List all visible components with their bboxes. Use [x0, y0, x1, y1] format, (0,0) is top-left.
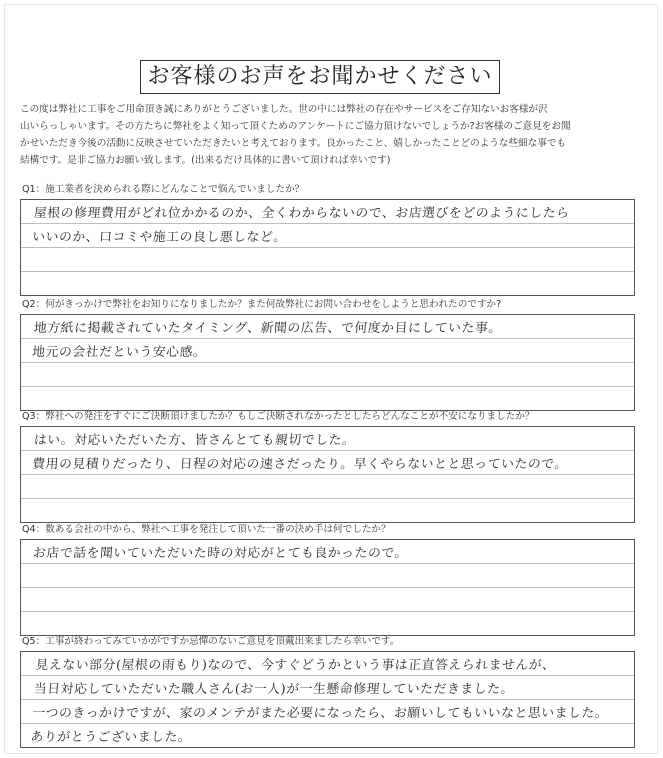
page-title: お客様のお声をお聞かせください	[140, 60, 500, 94]
answer-box-2	[20, 314, 635, 411]
answer-5-line-4: ありがとうございました。	[29, 730, 192, 745]
answer-2-line-1: 地方紙に掲載されていたタイミング、新聞の広告、で何度か目にしていた事。	[33, 321, 503, 336]
answer-5-text	[30, 654, 632, 750]
answer-3-line-2: 費用の見積りだったり、日程の対応の速さだったり。早くやらないとと思っていたので。	[31, 457, 569, 472]
answer-box-4	[20, 539, 635, 636]
question-2: Q2：何がきっかけで弊社をお知りになりましたか？また何故弊社にお問い合わせをしようと思われたのですか?	[22, 299, 502, 310]
answer-3-line-1: はい。対応いただいた方、皆さんとても親切でした。	[33, 433, 356, 448]
question-3: Q3：弊社への発注をすぐにご決断頂けましたか？もしご決断されなかったとしたらどんなことが不安になりましたか？	[22, 411, 535, 422]
answer-box-3	[20, 426, 635, 523]
answer-5-line-2: 当日対応していただいた職人さん(お一人)が一生懸命修理していただきました。	[33, 682, 515, 697]
answer-5-line-3: 一つのきっかけですが、家のメンテがまた必要になったら、お願いしてもいいなと思いました。	[31, 706, 609, 721]
answer-1-text	[31, 202, 629, 250]
answer-3-text	[31, 429, 629, 477]
question-4: Q4：数ある会社の中から、弊社へ工事を発注して頂いた一番の決め手は何でしたか？	[22, 524, 391, 535]
answer-2-line-2: 地元の会社だという安心感。	[31, 345, 207, 360]
intro-text: この度は弊社に工事をご用命頂き誠にありがとうございました。世の中には弊社の存在やサービスをご存知ないお客様が沢 山いらっしゃいます。その方たちに弊社をよく知って頂くためのアンケートにご協力頂けないでしょうか?お客様のご意見をお聞 かせいただき今後の活動に反映させていただきたいと考えております。良かったこと、嬉しかったことどのような些細な事でも 結構です。是非ご協力お願い致します。(出来るだけ具体的に書いて頂ければ幸いです)	[20, 104, 571, 166]
question-5: Q5：工事が終わってみていかがですか忌憚のないご意見を頂戴出来ましたら幸いです。	[22, 636, 400, 647]
answer-box-1	[20, 199, 635, 296]
answer-2-text	[31, 317, 629, 365]
question-1: Q1：施工業者を決められる際にどんなことで悩んでいましたか？	[22, 184, 305, 195]
answer-5-line-1: 見えない部分(屋根の雨もり)なので、今すぐどうかという事は正直答えられませんが、	[35, 658, 557, 673]
answer-4-line-1: お店で話を聞いていただいた時の対応がとても良かったので。	[32, 546, 409, 561]
answer-1-line-1: 屋根の修理費用がどれ位かかるのか、全くわからないので、お店選びをどのようにしたら	[33, 206, 571, 221]
answer-box-5	[20, 651, 635, 748]
answer-1-line-2: いいのか、口コミや施工の良し悪しなど。	[31, 230, 288, 245]
answer-4-text	[32, 542, 629, 566]
